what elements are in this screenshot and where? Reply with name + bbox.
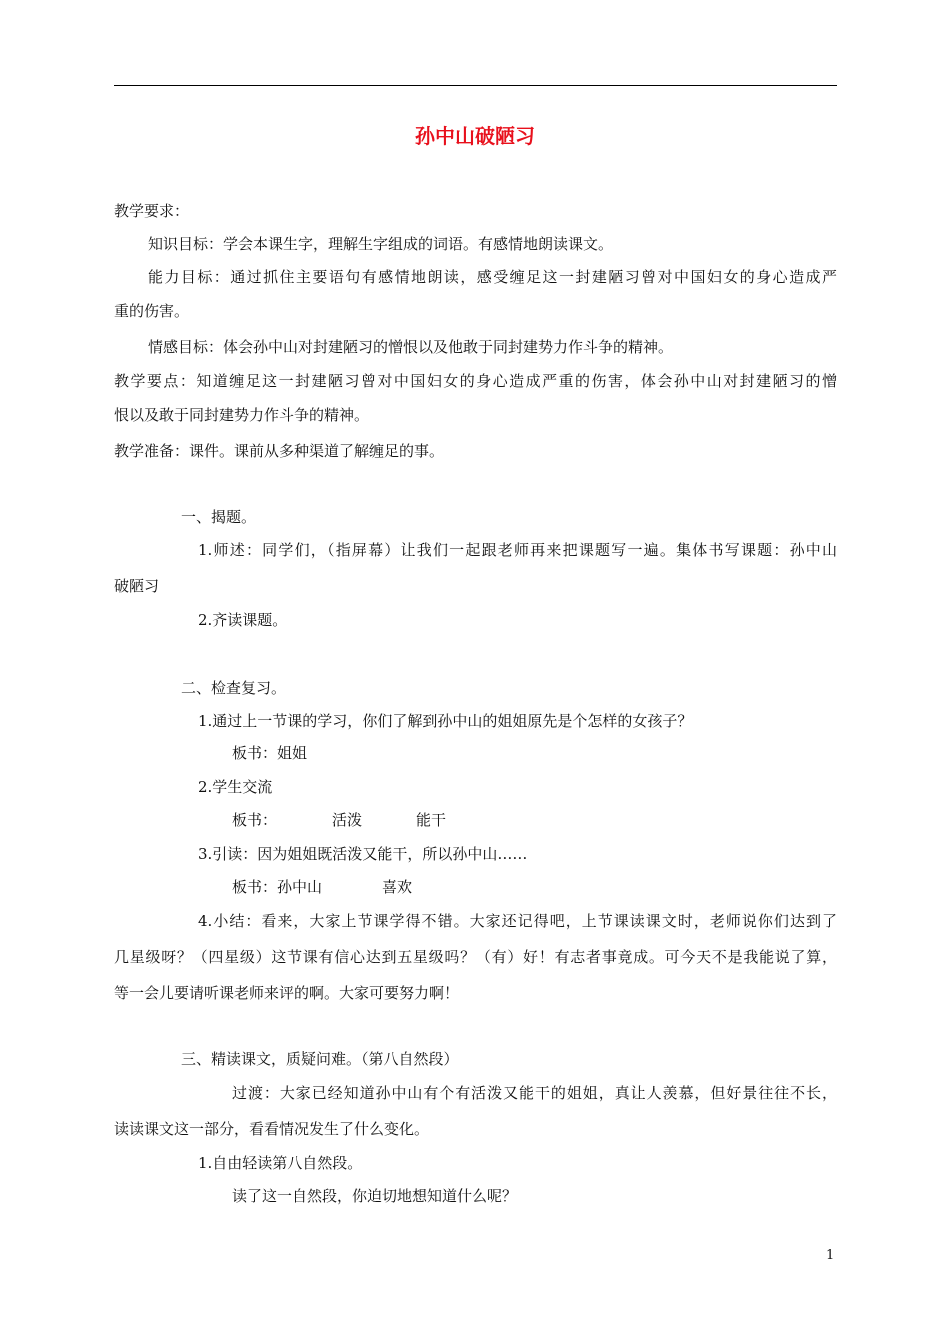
board-note-3-label: 板书：孙中山 bbox=[232, 878, 323, 896]
requirements-heading: 教学要求： bbox=[114, 202, 190, 220]
page-title: 孙中山破陋习 bbox=[415, 124, 535, 148]
section3-transition-line1: 过渡：大家已经知道孙中山有个有活泼又能干的姐姐，真让人羡慕，但好景往往不长， bbox=[232, 1084, 837, 1102]
board-note-2-word2: 能干 bbox=[416, 811, 447, 829]
top-rule bbox=[114, 85, 837, 86]
ability-goal-line1: 能力目标：通过抓住主要语句有感情地朗读，感受缠足这一封建陋习曾对中国妇女的身心造成严 bbox=[148, 268, 837, 286]
section3-question: 读了这一自然段，你迫切地想知道什么呢？ bbox=[232, 1187, 518, 1205]
section3-heading: 三、精读课文，质疑问难。（第八自然段） bbox=[181, 1050, 459, 1068]
section2-item4-line1: 4.小结：看来，大家上节课学得不错。大家还记得吧，上节课读课文时，老师说你们达到了 bbox=[198, 912, 837, 930]
section1-item1-line1: 1.师述：同学们，（指屏幕）让我们一起跟老师再来把课题写一遍。集体书写课题：孙中山 bbox=[198, 541, 837, 559]
section3-transition-line2: 读读课文这一部分，看看情况发生了什么变化。 bbox=[114, 1120, 430, 1138]
section3-item1: 1.自由轻读第八自然段。 bbox=[198, 1154, 363, 1172]
preparation: 教学准备：课件。课前从多种渠道了解缠足的事。 bbox=[114, 442, 445, 460]
section1-heading: 一、揭题。 bbox=[181, 508, 257, 526]
knowledge-goal: 知识目标：学会本课生字，理解生字组成的词语。有感情地朗读课文。 bbox=[148, 235, 614, 253]
section1-item2: 2.齐读课题。 bbox=[198, 611, 288, 629]
board-note-2-word1: 活泼 bbox=[332, 811, 363, 829]
section2-item4-line3: 等一会儿要请听课老师来评的啊。大家可要努力啊！ bbox=[114, 984, 460, 1002]
section2-item4-line2: 几星级呀？（四星级）这节课有信心达到五星级吗？（有）好！有志者事竟成。可今天不是我能说了算， bbox=[114, 948, 837, 966]
section2-item1: 1.通过上一节课的学习，你们了解到孙中山的姐姐原先是个怎样的女孩子？ bbox=[198, 712, 693, 730]
section1-item1-line2: 破陋习 bbox=[114, 577, 160, 595]
section2-heading: 二、检查复习。 bbox=[181, 679, 287, 697]
ability-goal-line2: 重的伤害。 bbox=[114, 302, 190, 320]
section2-item3: 3.引读：因为姐姐既活泼又能干，所以孙中山…… bbox=[198, 845, 528, 863]
board-note-2-label: 板书： bbox=[232, 811, 278, 829]
emotion-goal: 情感目标：体会孙中山对封建陋习的憎恨以及他敢于同封建势力作斗争的精神。 bbox=[148, 338, 674, 356]
page-number: 1 bbox=[826, 1248, 835, 1263]
board-note-3-word: 喜欢 bbox=[382, 878, 413, 896]
board-note-1: 板书：姐姐 bbox=[232, 744, 308, 762]
key-points-line1: 教学要点：知道缠足这一封建陋习曾对中国妇女的身心造成严重的伤害，体会孙中山对封建陋习的憎 bbox=[114, 372, 837, 390]
key-points-line2: 恨以及敢于同封建势力作斗争的精神。 bbox=[114, 406, 370, 424]
section2-item2: 2.学生交流 bbox=[198, 778, 273, 796]
